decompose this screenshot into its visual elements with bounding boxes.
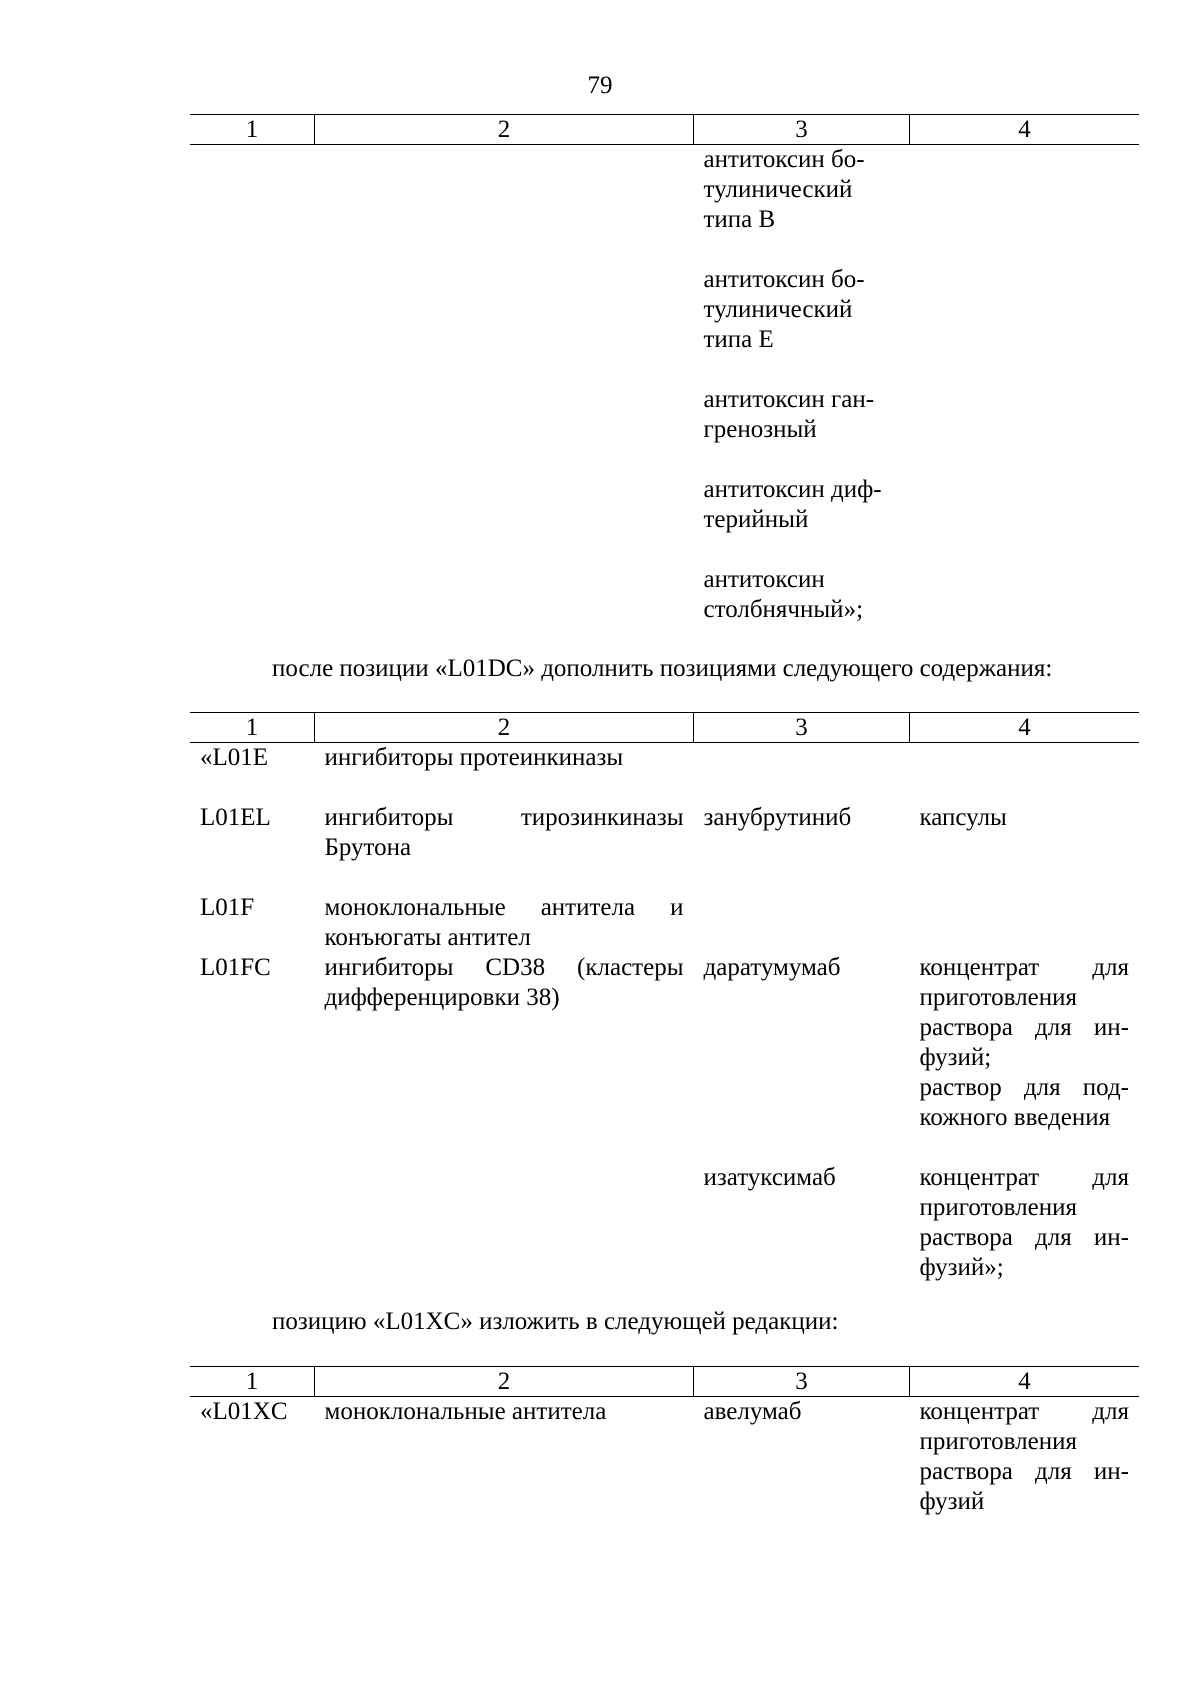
drug-name-cell — [694, 953, 910, 1133]
drug-name-cell — [694, 565, 910, 625]
text-line: концентрат для — [919, 954, 1129, 981]
text-line: фузий; — [919, 1044, 992, 1071]
drug-name-cell — [694, 145, 910, 236]
table-row — [190, 893, 1139, 953]
table-l01xc — [190, 1366, 1136, 1517]
col-header-3: 3 — [694, 1367, 910, 1397]
group-cell — [315, 953, 694, 1133]
text-line: авелумаб — [703, 1398, 802, 1425]
drug-name-cell — [694, 803, 910, 863]
col-header-1: 1 — [190, 713, 315, 743]
code-cell: L01EL — [200, 804, 271, 831]
group-cell — [315, 803, 694, 863]
code-cell: «L01E — [200, 744, 269, 771]
drug-name-cell — [694, 265, 910, 355]
text-line: тулинический — [703, 176, 853, 203]
text-line: фузий — [919, 1488, 985, 1515]
col-header-3: 3 — [694, 713, 910, 743]
col-header-4: 4 — [910, 1367, 1140, 1397]
table-row — [190, 1163, 1139, 1283]
text-line: дифференцировки 38) — [324, 984, 560, 1011]
text-line: даратумумаб — [703, 954, 841, 981]
table-row — [190, 743, 1139, 774]
col-header-2: 2 — [315, 713, 694, 743]
text-line: ингибиторы CD38 (кластеры — [324, 954, 684, 981]
group-cell — [315, 1397, 694, 1518]
drug-name-cell — [694, 385, 910, 445]
group-cell — [315, 893, 694, 953]
text-line: раствора для ин- — [919, 1458, 1129, 1485]
code-cell: L01FC — [200, 954, 271, 981]
table-row — [190, 953, 1139, 1133]
table-row — [190, 803, 1139, 863]
text-line: Брутона — [324, 834, 412, 861]
text-line: антитоксин ган- — [703, 386, 875, 413]
col-header-4: 4 — [910, 713, 1140, 743]
instruction-paragraph: после позиции «L01DC» дополнить позициями следующего содержания: — [272, 655, 1053, 682]
dosage-form-cell — [910, 1163, 1140, 1283]
text-line: приготовления — [919, 1194, 1077, 1221]
drug-name-cell — [694, 1163, 910, 1283]
text-line: антитоксин диф- — [703, 476, 882, 503]
table-continuation — [190, 114, 1136, 625]
text-line: моноклональные антитела и — [324, 894, 684, 921]
text-line: антитоксин бо- — [703, 266, 865, 293]
table-row — [190, 385, 1139, 445]
text-line: типа E — [703, 326, 774, 353]
code-cell: L01F — [200, 894, 255, 921]
text-line: конъюгаты антител — [324, 924, 531, 951]
page-number: 79 — [587, 72, 613, 99]
text-line: занубрутиниб — [703, 804, 852, 831]
text-line: антитоксин бо- — [703, 146, 865, 173]
dosage-form-cell — [910, 803, 1140, 863]
table-row — [190, 145, 1139, 236]
text-line: раствор для под- — [919, 1074, 1129, 1101]
col-header-1: 1 — [190, 115, 315, 145]
col-header-2: 2 — [315, 1367, 694, 1397]
code-cell: «L01XC — [200, 1398, 288, 1425]
col-header-3: 3 — [694, 115, 910, 145]
table-row — [190, 265, 1139, 355]
text-line: капсулы — [919, 804, 1007, 831]
text-line: гренозный — [703, 416, 817, 443]
text-line: антитоксин — [703, 566, 825, 593]
text-line: типа B — [703, 206, 776, 233]
col-header-1: 1 — [190, 1367, 315, 1397]
text-line: моноклональные антитела — [324, 1398, 607, 1425]
text-line: раствора для ин- — [919, 1014, 1129, 1041]
table-row — [190, 475, 1139, 535]
text-line: кожного введения — [919, 1104, 1111, 1131]
text-line: приготовления — [919, 1428, 1077, 1455]
col-header-4: 4 — [910, 115, 1140, 145]
instruction-paragraph: позицию «L01XC» изложить в следующей редакции: — [272, 1308, 839, 1335]
table-row — [190, 565, 1139, 625]
table-row — [190, 1397, 1139, 1518]
dosage-form-cell — [910, 1397, 1140, 1518]
dosage-form-cell — [910, 953, 1140, 1133]
text-line: ингибиторы тирозинкиназы — [324, 804, 684, 831]
table-header-row — [190, 1367, 1139, 1397]
text-line: тулинический — [703, 296, 853, 323]
text-line: терийный — [703, 506, 809, 533]
text-line: фузий»; — [919, 1254, 1004, 1281]
text-line: ингибиторы протеинкиназы — [324, 744, 624, 771]
col-header-2: 2 — [315, 115, 694, 145]
text-line: концентрат для — [919, 1398, 1129, 1425]
text-line: приготовления — [919, 984, 1077, 1011]
table-header-row — [190, 115, 1139, 145]
table-l01e — [190, 712, 1136, 1283]
drug-name-cell — [694, 1397, 910, 1518]
text-line: раствора для ин- — [919, 1224, 1129, 1251]
text-line: концентрат для — [919, 1164, 1129, 1191]
table-header-row — [190, 713, 1139, 743]
text-line: изатуксимаб — [703, 1164, 836, 1191]
drug-name-cell — [694, 475, 910, 535]
group-cell — [315, 743, 694, 774]
text-line: столбнячный»; — [703, 596, 864, 623]
